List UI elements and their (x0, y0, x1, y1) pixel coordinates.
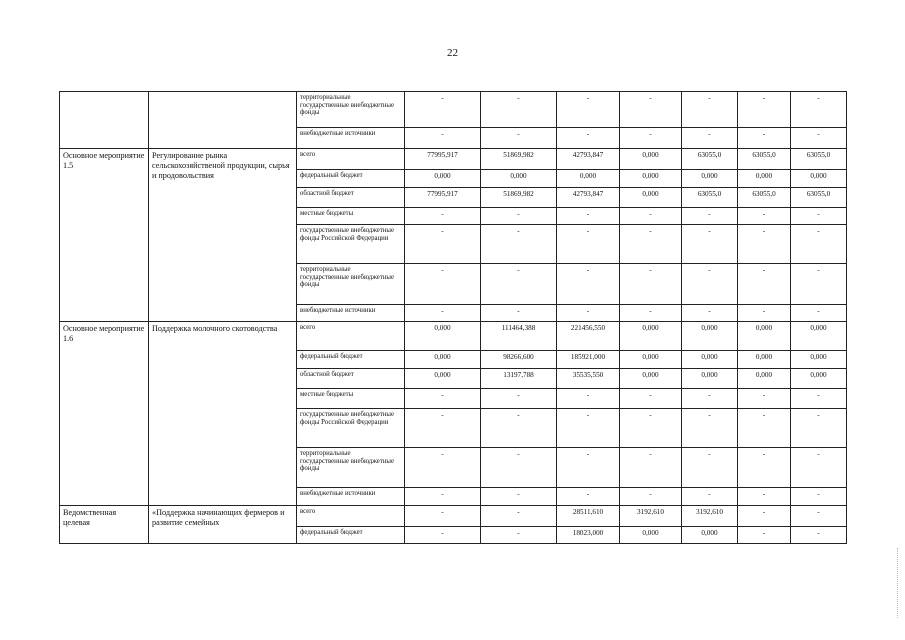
value-cell: 13197,788 (481, 369, 557, 389)
value-cell: 0,000 (682, 369, 738, 389)
value-cell: - (405, 488, 481, 506)
funding-source: территориальные государственные внебюджетные фонды (297, 264, 405, 305)
value-cell: 0,000 (791, 369, 847, 389)
value-cell: - (791, 506, 847, 527)
value-cell: - (738, 264, 791, 305)
funding-source: всего (297, 149, 405, 170)
value-cell: - (791, 128, 847, 149)
value-cell: 0,000 (738, 351, 791, 369)
value-cell: 98266,600 (481, 351, 557, 369)
value-cell: - (620, 92, 682, 128)
table-row (60, 92, 847, 128)
funding-source: внебюджетные источники (297, 305, 405, 322)
value-cell: 0,000 (620, 149, 682, 170)
value-cell: - (481, 128, 557, 149)
value-cell: 111464,388 (481, 322, 557, 351)
value-cell: - (557, 92, 620, 128)
value-cell: - (481, 208, 557, 225)
table-row (60, 149, 847, 170)
value-cell: - (682, 389, 738, 409)
value-cell: 0,000 (620, 322, 682, 351)
value-cell: - (682, 264, 738, 305)
value-cell: 42793,847 (557, 188, 620, 208)
value-cell: - (481, 305, 557, 322)
value-cell: - (738, 128, 791, 149)
value-cell: - (791, 527, 847, 544)
value-cell: 3192,610 (682, 506, 738, 527)
value-cell: - (557, 448, 620, 488)
value-cell: - (791, 409, 847, 448)
value-cell: - (557, 128, 620, 149)
value-cell: - (791, 389, 847, 409)
value-cell: - (405, 527, 481, 544)
value-cell: - (738, 488, 791, 506)
value-cell: - (738, 225, 791, 264)
value-cell: - (738, 208, 791, 225)
value-cell: 0,000 (738, 170, 791, 188)
value-cell: - (481, 225, 557, 264)
value-cell: - (791, 264, 847, 305)
value-cell: 0,000 (682, 351, 738, 369)
table-row (60, 322, 847, 351)
value-cell: - (738, 506, 791, 527)
value-cell: 63055,0 (682, 188, 738, 208)
value-cell: - (620, 305, 682, 322)
value-cell: - (791, 448, 847, 488)
funding-source: местные бюджеты (297, 208, 405, 225)
value-cell: - (557, 305, 620, 322)
value-cell: - (738, 448, 791, 488)
value-cell: - (481, 488, 557, 506)
value-cell: - (791, 305, 847, 322)
value-cell: 0,000 (620, 351, 682, 369)
value-cell: - (682, 448, 738, 488)
value-cell: - (481, 506, 557, 527)
value-cell: - (405, 506, 481, 527)
value-cell: 0,000 (405, 351, 481, 369)
value-cell: 0,000 (738, 322, 791, 351)
value-cell: 0,000 (620, 170, 682, 188)
activity-label (60, 92, 149, 149)
value-cell: 185921,000 (557, 351, 620, 369)
value-cell: 0,000 (791, 351, 847, 369)
funding-source: федеральный бюджет (297, 170, 405, 188)
value-cell: 35535,550 (557, 369, 620, 389)
value-cell: - (682, 225, 738, 264)
value-cell: - (481, 264, 557, 305)
value-cell: - (682, 128, 738, 149)
value-cell: - (620, 409, 682, 448)
page-number: 22 (447, 47, 458, 59)
value-cell: - (405, 305, 481, 322)
value-cell: - (620, 128, 682, 149)
value-cell: - (405, 225, 481, 264)
funding-source: внебюджетные источники (297, 488, 405, 506)
value-cell: - (738, 305, 791, 322)
value-cell: - (557, 409, 620, 448)
funding-source: местные бюджеты (297, 389, 405, 409)
activity-label: Основное мероприятие 1.5 (60, 149, 149, 322)
value-cell: - (405, 92, 481, 128)
value-cell: 63055,0 (738, 149, 791, 170)
value-cell: - (557, 225, 620, 264)
value-cell: - (620, 488, 682, 506)
table-row (60, 506, 847, 527)
value-cell: 51869,982 (481, 149, 557, 170)
value-cell: - (738, 389, 791, 409)
activity-name: Регулирование рынка сельскохозяйственой продукции, сырья и продовольствия (149, 149, 297, 322)
value-cell: 0,000 (682, 527, 738, 544)
value-cell: - (481, 409, 557, 448)
funding-source: федеральный бюджет (297, 351, 405, 369)
activity-name: Поддержка молочного скотоводства (149, 322, 297, 506)
funding-source: федеральный бюджет (297, 527, 405, 544)
value-cell: 28511,610 (557, 506, 620, 527)
value-cell: - (405, 448, 481, 488)
value-cell: 63055,0 (791, 188, 847, 208)
value-cell: - (557, 488, 620, 506)
funding-source: всего (297, 506, 405, 527)
value-cell: - (682, 208, 738, 225)
value-cell: 0,000 (620, 369, 682, 389)
activity-name: «Поддержка начинающих фермеров и развитие семейных (149, 506, 297, 544)
value-cell: 0,000 (405, 170, 481, 188)
value-cell: 0,000 (481, 170, 557, 188)
table-body (60, 92, 847, 544)
value-cell: - (682, 305, 738, 322)
funding-source: государственные внебюджетные фонды Российской Федерации (297, 225, 405, 264)
value-cell: - (791, 208, 847, 225)
value-cell: - (405, 409, 481, 448)
value-cell: 0,000 (405, 322, 481, 351)
value-cell: - (557, 389, 620, 409)
value-cell: 0,000 (557, 170, 620, 188)
activity-label: Ведомственная целевая (60, 506, 149, 544)
value-cell: - (481, 389, 557, 409)
funding-source: всего (297, 322, 405, 351)
value-cell: 0,000 (791, 322, 847, 351)
value-cell: - (481, 448, 557, 488)
activity-label: Основное мероприятие 1.6 (60, 322, 149, 506)
value-cell: - (620, 264, 682, 305)
value-cell: - (405, 208, 481, 225)
value-cell: 0,000 (620, 527, 682, 544)
funding-source: государственные внебюджетные фонды Российской Федерации (297, 409, 405, 448)
value-cell: 63055,0 (738, 188, 791, 208)
value-cell: 0,000 (738, 369, 791, 389)
funding-source: областной бюджет (297, 369, 405, 389)
value-cell: - (557, 264, 620, 305)
activity-name (149, 92, 297, 149)
value-cell: 63055,0 (791, 149, 847, 170)
value-cell: 77995,917 (405, 188, 481, 208)
value-cell: 0,000 (405, 369, 481, 389)
value-cell: - (481, 527, 557, 544)
value-cell: - (405, 389, 481, 409)
value-cell: 63055,0 (682, 149, 738, 170)
value-cell: - (738, 409, 791, 448)
value-cell: - (682, 92, 738, 128)
value-cell: - (620, 225, 682, 264)
funding-source: областной бюджет (297, 188, 405, 208)
funding-source: внебюджетные источники (297, 128, 405, 149)
value-cell: - (738, 92, 791, 128)
value-cell: 42793,847 (557, 149, 620, 170)
value-cell: - (738, 527, 791, 544)
value-cell: - (791, 488, 847, 506)
scan-edge-mark (895, 548, 898, 618)
value-cell: - (620, 389, 682, 409)
funding-source: территориальные государственные внебюджетные фонды (297, 92, 405, 128)
value-cell: - (620, 448, 682, 488)
value-cell: 0,000 (682, 170, 738, 188)
value-cell: - (620, 208, 682, 225)
value-cell: - (682, 409, 738, 448)
value-cell: 51869,982 (481, 188, 557, 208)
value-cell: - (405, 128, 481, 149)
value-cell: 0,000 (682, 322, 738, 351)
value-cell: - (557, 208, 620, 225)
funding-source: территориальные государственные внебюджетные фонды (297, 448, 405, 488)
value-cell: - (791, 92, 847, 128)
value-cell: 77995,917 (405, 149, 481, 170)
budget-table (59, 91, 847, 544)
value-cell: 0,000 (620, 188, 682, 208)
value-cell: - (405, 264, 481, 305)
value-cell: 18023,000 (557, 527, 620, 544)
value-cell: - (791, 225, 847, 264)
value-cell: - (682, 488, 738, 506)
value-cell: 221456,550 (557, 322, 620, 351)
value-cell: 3192,610 (620, 506, 682, 527)
value-cell: 0,000 (791, 170, 847, 188)
value-cell: - (481, 92, 557, 128)
